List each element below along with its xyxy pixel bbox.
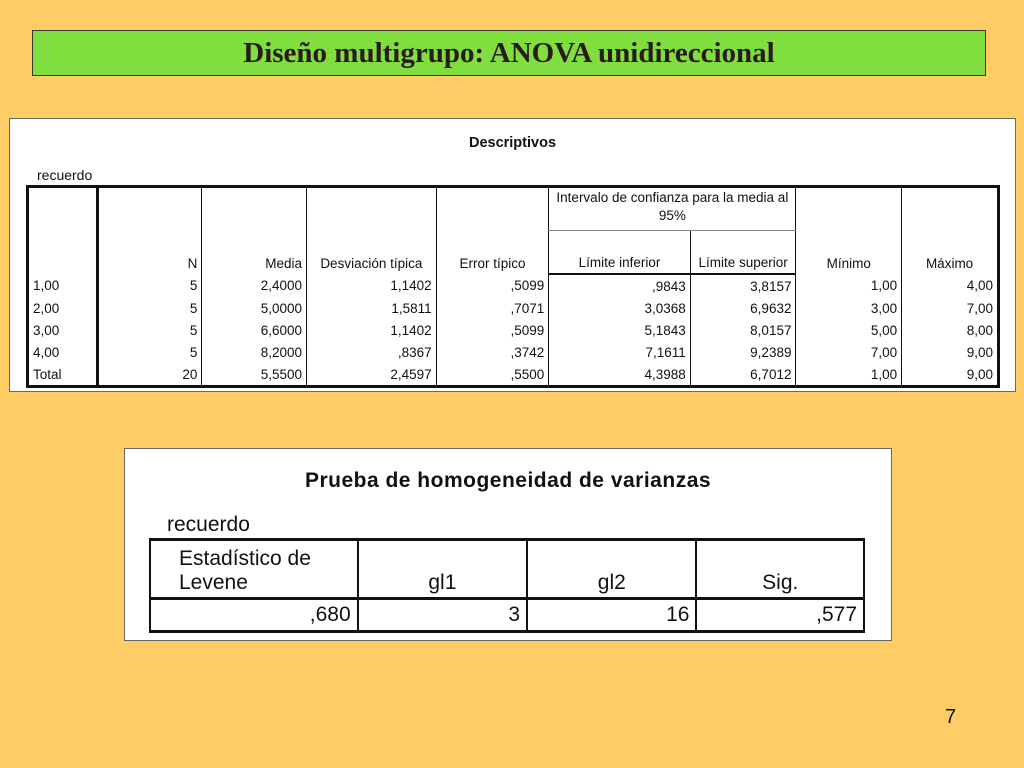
cell-media: 8,2000 xyxy=(202,341,307,363)
levene-panel xyxy=(124,448,892,641)
cell-gl2: 16 xyxy=(527,599,696,632)
col-header-media: Media xyxy=(202,187,307,275)
descriptivos-table xyxy=(26,185,1000,388)
cell-minimo: 5,00 xyxy=(796,319,902,341)
table-row xyxy=(150,599,864,632)
cell-limite-superior: 6,7012 xyxy=(690,363,796,387)
table-row xyxy=(28,319,999,341)
cell-n: 5 xyxy=(189,300,198,316)
col-header-estadistico-levene: Estadístico de Levene xyxy=(150,540,358,599)
levene-title: Prueba de homogeneidad de varianzas xyxy=(304,469,712,492)
cell-limite-inferior: 7,1611 xyxy=(549,341,690,363)
col-header-maximo: Máximo xyxy=(902,187,999,275)
cell-n: 5 xyxy=(189,344,198,360)
cell-media: 5,5500 xyxy=(202,363,307,387)
cell-desviacion: ,8367 xyxy=(307,341,437,363)
descriptivos-variable-label: recuerdo xyxy=(37,167,93,183)
cell-error: ,7071 xyxy=(436,297,549,319)
cell-limite-superior: 8,0157 xyxy=(690,319,796,341)
cell-media: 5,0000 xyxy=(202,297,307,319)
cell-maximo: 8,00 xyxy=(902,319,999,341)
cell-maximo: 4,00 xyxy=(902,274,999,297)
row-label: Total xyxy=(28,363,98,387)
cell-maximo: 9,00 xyxy=(902,341,999,363)
cell-estadistico-levene: ,680 xyxy=(150,599,358,632)
cell-limite-superior: 6,9632 xyxy=(690,297,796,319)
cell-desviacion: 1,1402 xyxy=(307,274,437,297)
table-row xyxy=(28,274,999,297)
cell-minimo: 3,00 xyxy=(796,297,902,319)
col-header-limite-superior: Límite superior xyxy=(690,231,796,275)
slide-title: Diseño multigrupo: ANOVA unidireccional xyxy=(243,36,775,69)
cell-limite-superior: 3,8157 xyxy=(690,274,796,297)
cell-media: 6,6000 xyxy=(202,319,307,341)
cell-sig: ,577 xyxy=(696,599,864,632)
cell-minimo: 7,00 xyxy=(796,341,902,363)
cell-error: ,5500 xyxy=(436,363,549,387)
cell-desviacion: 2,4597 xyxy=(307,363,437,387)
cell-error: ,5099 xyxy=(436,319,549,341)
cell-n: 5 xyxy=(189,278,198,293)
cell-limite-superior: 9,2389 xyxy=(690,341,796,363)
cell-limite-inferior: ,9843 xyxy=(549,274,690,297)
cell-limite-inferior: 3,0368 xyxy=(549,297,690,319)
descriptivos-panel xyxy=(9,118,1016,392)
cell-minimo: 1,00 xyxy=(796,363,902,387)
cell-limite-inferior: 4,3988 xyxy=(549,363,690,387)
table-row-total xyxy=(28,363,999,387)
cell-minimo: 1,00 xyxy=(796,274,902,297)
cell-media: 2,4000 xyxy=(202,274,307,297)
slide-title-box xyxy=(32,30,986,76)
col-header-gl2: gl2 xyxy=(527,540,696,599)
row-label: 2,00 xyxy=(28,297,98,319)
table-row xyxy=(28,297,999,319)
cell-desviacion: 1,1402 xyxy=(307,319,437,341)
cell-n: 5 xyxy=(189,322,198,338)
col-header-limite-inferior: Límite inferior xyxy=(549,231,690,275)
row-label-header xyxy=(28,187,98,275)
col-header-error: Error típico xyxy=(436,187,549,275)
col-header-gl1: gl1 xyxy=(358,540,527,599)
row-label: 3,00 xyxy=(28,319,98,341)
cell-maximo: 7,00 xyxy=(902,297,999,319)
cell-limite-inferior: 5,1843 xyxy=(549,319,690,341)
cell-desviacion: 1,5811 xyxy=(307,297,437,319)
cell-gl1: 3 xyxy=(358,599,527,632)
levene-table xyxy=(149,538,865,633)
descriptivos-title: Descriptivos xyxy=(468,135,557,151)
page-number: 7 xyxy=(945,706,957,728)
row-label: 1,00 xyxy=(28,274,98,297)
col-group-header-intervalo: Intervalo de confianza para la media al 95% xyxy=(549,187,796,231)
row-label: 4,00 xyxy=(28,341,98,363)
table-row xyxy=(28,341,999,363)
col-header-n: N xyxy=(97,187,202,275)
cell-error: ,5099 xyxy=(436,274,549,297)
col-header-minimo: Mínimo xyxy=(796,187,902,275)
cell-n: 20 xyxy=(97,363,202,387)
levene-variable-label: recuerdo xyxy=(167,513,250,536)
col-header-sig: Sig. xyxy=(696,540,864,599)
cell-maximo: 9,00 xyxy=(902,363,999,387)
cell-error: ,3742 xyxy=(436,341,549,363)
col-header-desviacion: Desviación típica xyxy=(307,187,437,275)
